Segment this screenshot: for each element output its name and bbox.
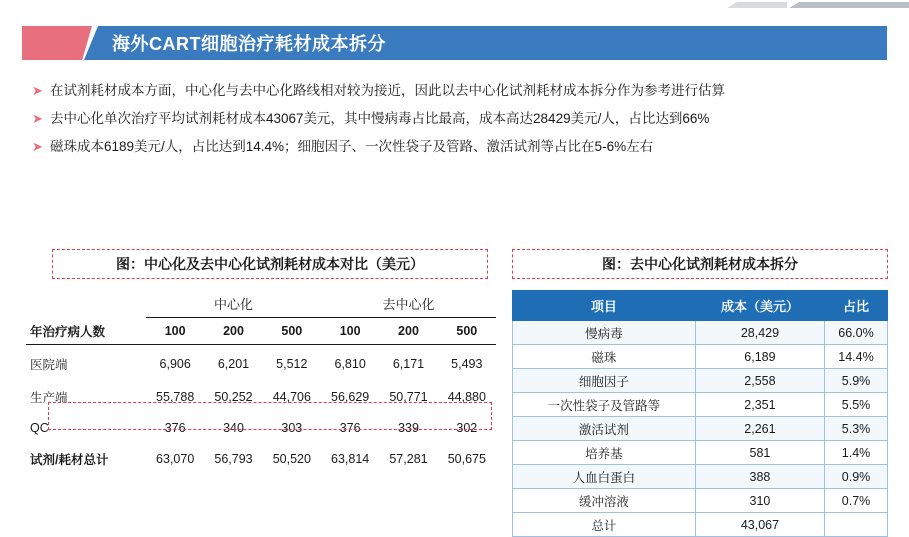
right-breakdown-table	[512, 290, 888, 537]
table-row	[513, 465, 888, 489]
spacer-row	[26, 344, 496, 351]
cell: 5,493	[451, 357, 483, 371]
column-header: 200	[223, 323, 244, 338]
table-row	[513, 369, 888, 393]
cell-item: 培养基	[513, 441, 696, 465]
table-header-row	[26, 318, 496, 345]
column-header-cost: 成本（美元）	[695, 291, 824, 321]
cell: 6,171	[392, 357, 425, 371]
column-header: 100	[339, 323, 361, 338]
cell-item: 慢病毒	[513, 321, 696, 345]
spacer-row	[26, 377, 496, 384]
cell: 5,512	[276, 357, 308, 371]
page-title: 海外CART细胞治疗耗材成本拆分	[112, 34, 386, 54]
bullet-text: 去中心化单次治疗平均试剂耗材成本43067美元，其中慢病毒占比最高，成本高达28429美元/人，占比达到66%	[50, 111, 710, 126]
cell: 50,771	[389, 390, 428, 404]
spacer-row	[26, 410, 496, 417]
spacer-row	[26, 439, 496, 446]
cell-cost: 43,067	[695, 513, 824, 537]
cell: 55,788	[156, 390, 195, 404]
column-header: 200	[398, 323, 419, 338]
column-header: 100	[164, 323, 186, 338]
cell: 50,675	[447, 452, 486, 466]
cell-share: 1.4%	[825, 441, 888, 465]
cell-item: 激活试剂	[513, 417, 696, 441]
column-header: 500	[456, 323, 478, 338]
group-header-centralized: 中心化	[146, 290, 321, 318]
top-stripe-segment-gray	[789, 2, 909, 8]
slide-title-band	[22, 26, 887, 60]
cell: 63,814	[331, 452, 370, 466]
cell: 6,906	[159, 357, 191, 371]
table-row	[513, 321, 888, 345]
cell: 376	[164, 421, 186, 435]
cell-share: 0.7%	[825, 489, 888, 513]
cell: 376	[339, 421, 361, 435]
row-label: 试剂/耗材总计	[30, 453, 109, 467]
cell-item: 人血白蛋白	[513, 465, 696, 489]
cell: 303	[281, 421, 303, 435]
row-label: QC	[30, 421, 49, 435]
cell-cost: 6,189	[695, 345, 824, 369]
cell: 56,629	[331, 390, 370, 404]
cell: 44,880	[447, 390, 486, 404]
row-header-label: 年治疗病人数	[30, 324, 106, 339]
bullet-text: 在试剂耗材成本方面，中心化与去中心化路线相对较为接近，因此以去中心化试剂耗材成本拆分作为参考进行估算	[50, 83, 725, 98]
cell-share	[825, 513, 888, 537]
cell: 339	[398, 421, 419, 435]
cell: 50,252	[214, 390, 253, 404]
cell: 50,520	[272, 452, 311, 466]
table-row	[513, 489, 888, 513]
cell-share: 0.9%	[825, 465, 888, 489]
table-group-header-row	[26, 290, 496, 318]
cell: 56,793	[214, 452, 253, 466]
cell: 63,070	[156, 452, 195, 466]
cell-cost: 2,558	[695, 369, 824, 393]
cell-cost: 28,429	[695, 321, 824, 345]
cell: 6,810	[334, 357, 366, 371]
list-item	[28, 136, 888, 158]
cell: 6,201	[217, 357, 250, 371]
table-row	[26, 417, 496, 439]
table-row	[26, 446, 496, 472]
table-header-row	[513, 291, 888, 321]
list-item	[28, 108, 888, 130]
title-accent-pink	[22, 26, 92, 60]
cell-share: 5.3%	[825, 417, 888, 441]
bullet-list	[28, 80, 888, 164]
arrow-bullet-icon: ➤	[32, 111, 43, 126]
cell-cost: 310	[695, 489, 824, 513]
column-header-share: 占比	[825, 291, 888, 321]
bullet-text: 磁珠成本6189美元/人，占比达到14.4%；细胞因子、一次性袋子及管路、激活试剂等占比在5-6%左右	[50, 139, 654, 154]
cell-item: 磁珠	[513, 345, 696, 369]
cell-cost: 2,351	[695, 393, 824, 417]
arrow-bullet-icon: ➤	[32, 83, 43, 98]
cell-cost: 388	[695, 465, 824, 489]
left-chart-caption: 图：中心化及去中心化试剂耗材成本对比（美元）	[52, 249, 488, 279]
right-chart-caption: 图：去中心化试剂耗材成本拆分	[512, 249, 888, 279]
table-row-total	[513, 513, 888, 537]
row-label: 生产端	[30, 391, 68, 405]
table	[512, 290, 888, 537]
table-row	[513, 441, 888, 465]
cell-share: 5.5%	[825, 393, 888, 417]
cell-cost: 2,261	[695, 417, 824, 441]
left-comparison-table	[26, 290, 496, 472]
arrow-bullet-icon: ➤	[32, 139, 43, 154]
top-stripe-segment-light	[727, 2, 787, 8]
column-header: 500	[281, 323, 303, 338]
cell: 44,706	[272, 390, 311, 404]
table-row	[513, 417, 888, 441]
cell-item: 细胞因子	[513, 369, 696, 393]
cell-item: 缓冲溶液	[513, 489, 696, 513]
table-row	[26, 384, 496, 410]
row-label: 医院端	[30, 358, 68, 372]
cell-share: 66.0%	[825, 321, 888, 345]
table-row	[513, 393, 888, 417]
cell-item: 总计	[513, 513, 696, 537]
table	[26, 290, 496, 472]
cell-share: 5.9%	[825, 369, 888, 393]
list-item	[28, 80, 888, 102]
group-header-decentralized: 去中心化	[321, 290, 496, 318]
empty-corner	[26, 290, 146, 318]
table-row	[26, 351, 496, 377]
cell: 302	[456, 421, 478, 435]
cell-share: 14.4%	[825, 345, 888, 369]
cell-cost: 581	[695, 441, 824, 465]
column-header-item: 项目	[513, 291, 696, 321]
cell-item: 一次性袋子及管路等	[513, 393, 696, 417]
cell: 340	[223, 421, 244, 435]
table-row	[513, 345, 888, 369]
top-decoration	[0, 0, 909, 12]
cell: 57,281	[389, 452, 428, 466]
